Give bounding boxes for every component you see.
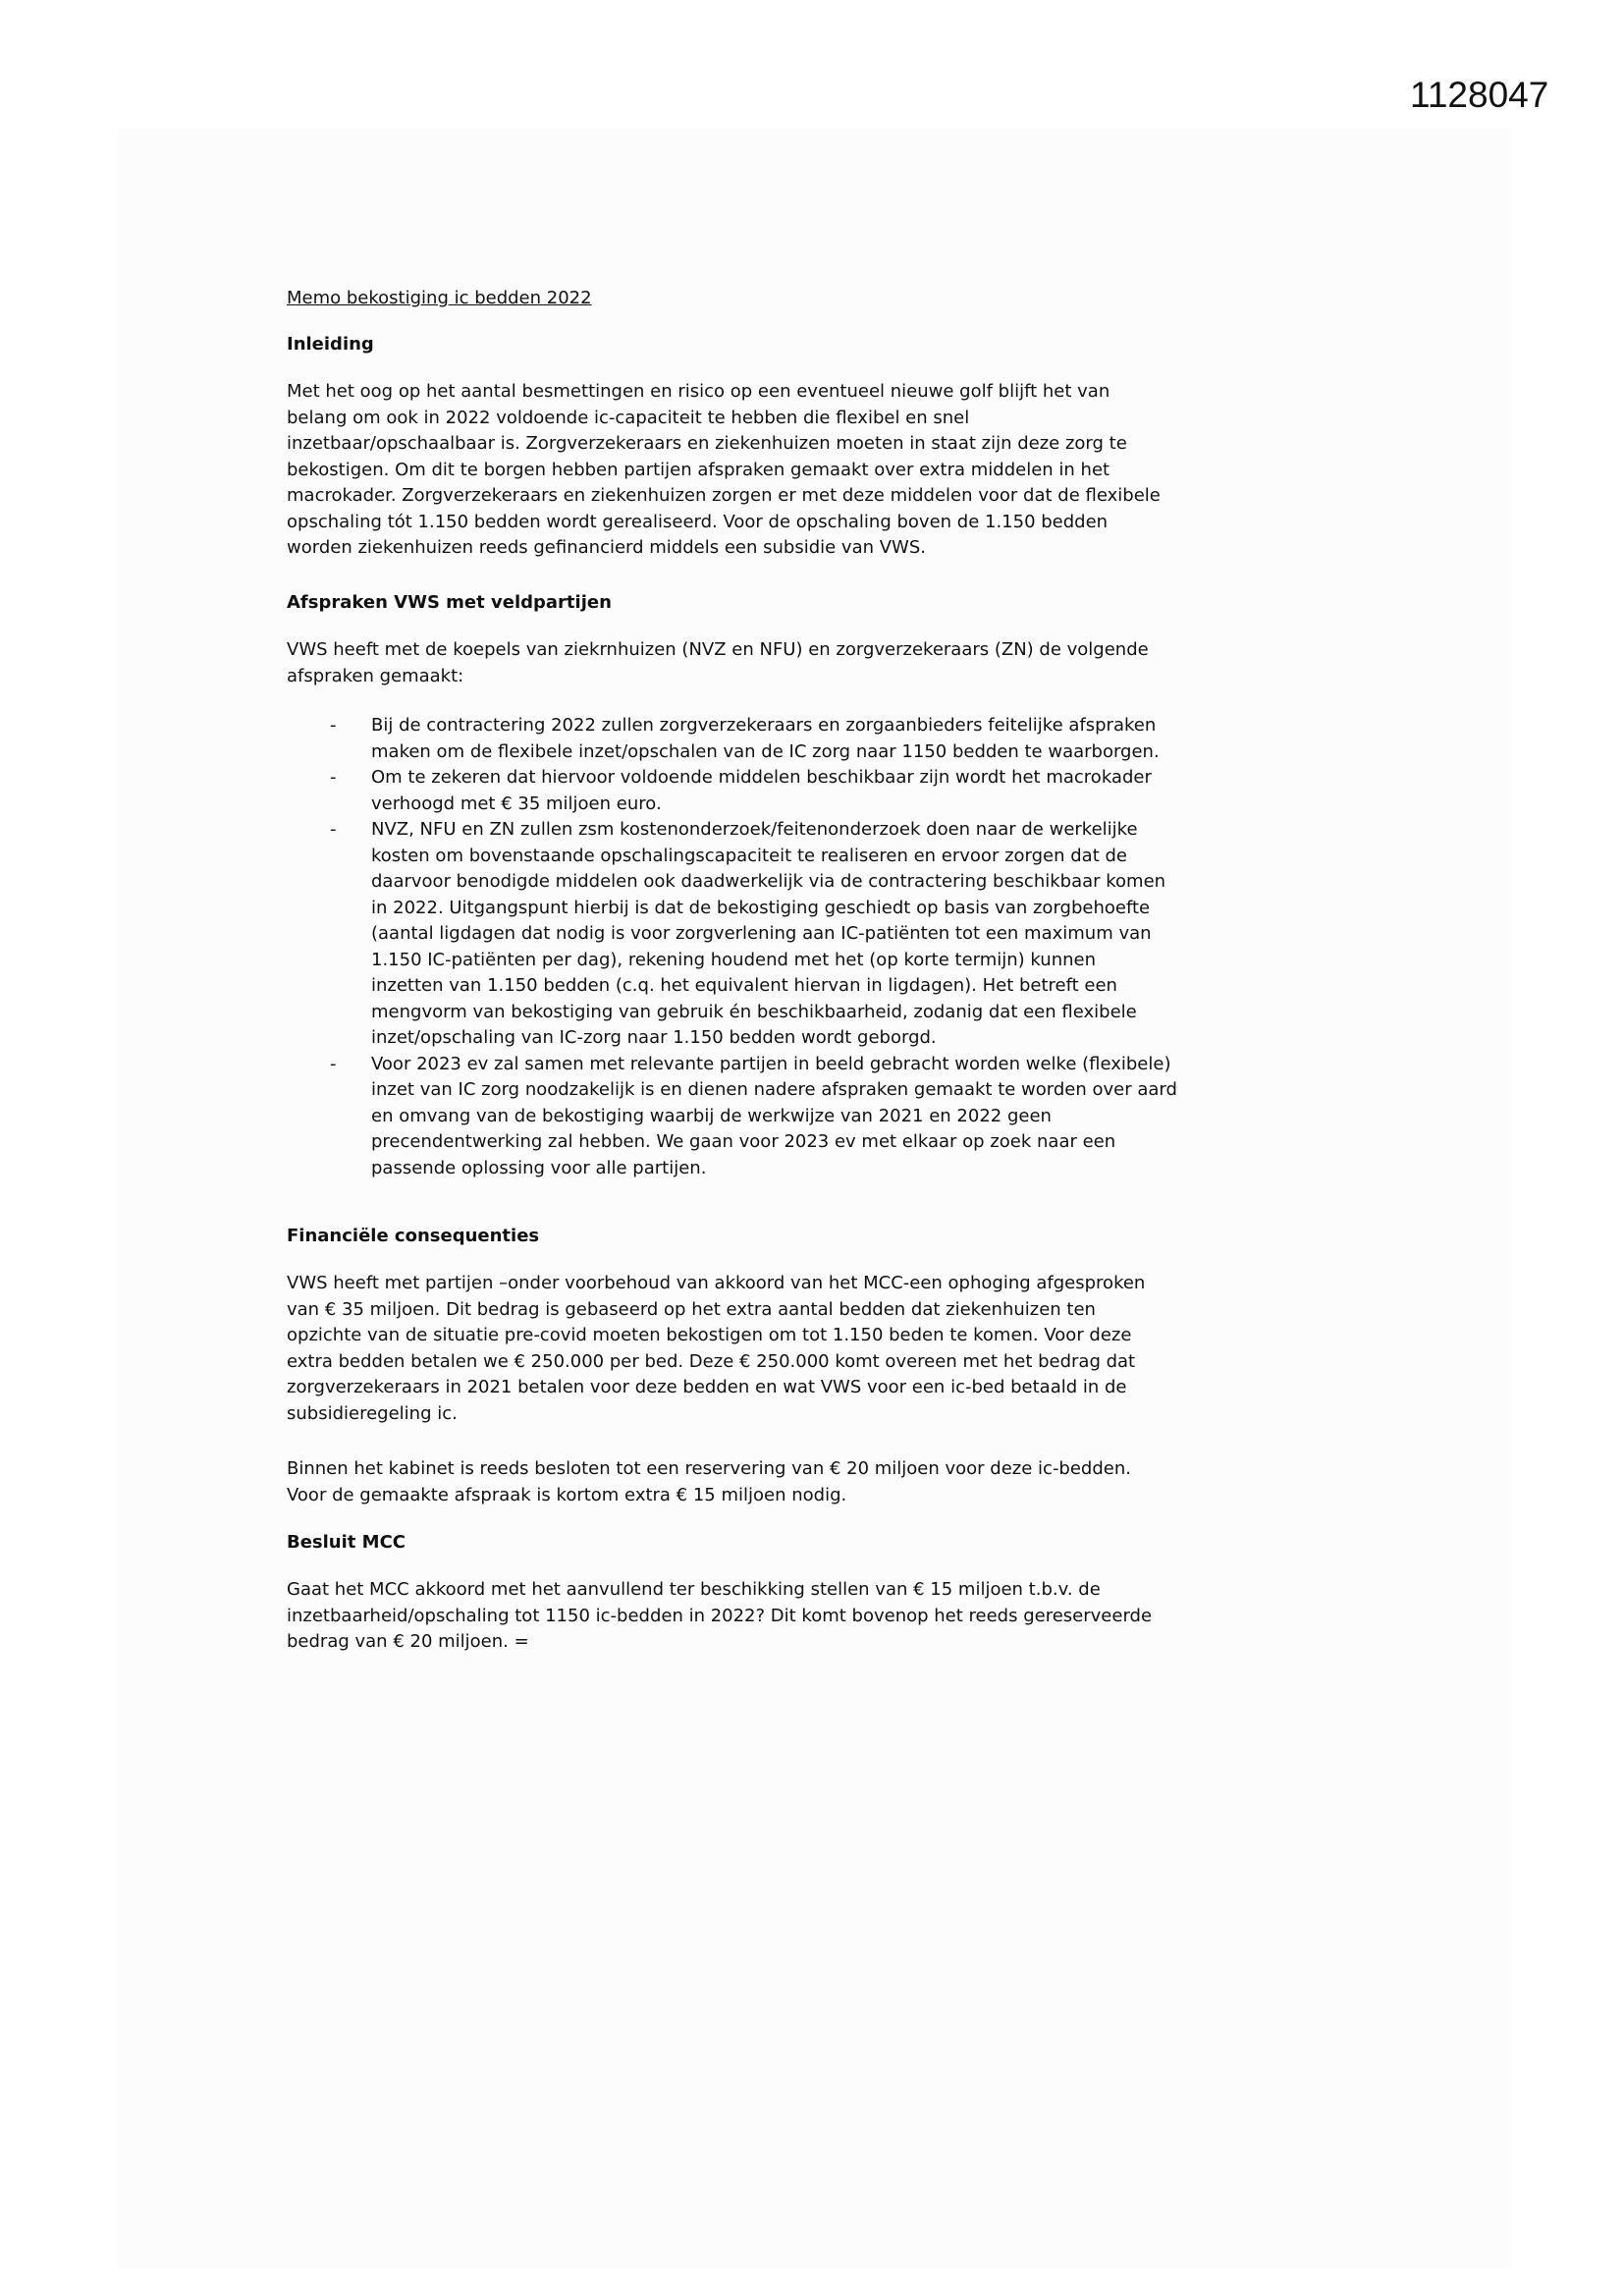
text-line: inzetten van 1.150 bedden (c.q. het equivalent hiervan in ligdagen). Het betreft een	[371, 975, 1117, 996]
paragraph-afspraken-intro	[287, 637, 1149, 689]
text-line: bekostigen. Om dit te borgen hebben partijen afspraken gemaakt over extra middelen in het	[287, 459, 1110, 480]
bullet-item	[330, 817, 1177, 1052]
bullet-dash-icon: -	[330, 819, 337, 840]
text-line: (aantal ligdagen dat nodig is voor zorgverlening aan IC-patiënten tot een maximum van	[371, 923, 1152, 944]
text-line: VWS heeft met de koepels van ziekrnhuizen (NVZ en NFU) en zorgverzekeraars (ZN) de volgende	[287, 639, 1149, 660]
text-line: zorgverzekeraars in 2021 betalen voor deze bedden en wat VWS voor een ic-bed betaald in de	[287, 1377, 1127, 1397]
heading-besluit: Besluit MCC	[287, 1532, 406, 1553]
text-line: inzetbaar/opschaalbaar is. Zorgverzekeraars en ziekenhuizen moeten in staat zijn deze zorg te	[287, 433, 1127, 454]
text-line: 1.150 IC-patiënten per dag), rekening houdend met het (op korte termijn) kunnen	[371, 949, 1096, 970]
text-line: maken om de flexibele inzet/opschalen van de IC zorg naar 1150 bedden te waarborgen.	[371, 740, 1160, 762]
text-line: NVZ, NFU en ZN zullen zsm kostenonderzoek/feitenonderzoek doen naar de werkelijke	[371, 819, 1138, 840]
text-line: in 2022. Uitgangspunt hierbij is dat de bekostiging geschiedt op basis van zorgbehoefte	[371, 897, 1151, 918]
text-line: precendentwerking zal hebben. We gaan voor 2023 ev met elkaar op zoek naar een	[371, 1131, 1116, 1152]
bullet-dash-icon: -	[330, 1053, 337, 1074]
heading-inleiding: Inleiding	[287, 334, 374, 355]
text-line: inzet van IC zorg noodzakelijk is en dienen nadere afspraken gemaakt te worden over aard	[371, 1079, 1177, 1100]
bullet-item	[330, 713, 1177, 765]
text-line: afspraken gemaakt:	[287, 665, 464, 686]
text-line: Voor 2023 ev zal samen met relevante partijen in beeld gebracht worden welke (flexibele)	[371, 1053, 1171, 1074]
text-line: verhoogd met € 35 miljoen euro.	[371, 793, 662, 814]
bullet-item	[330, 765, 1177, 817]
document-number: 1128047	[1410, 75, 1549, 115]
text-line: Om te zekeren dat hiervoor voldoende middelen beschikbaar zijn wordt het macrokader	[371, 767, 1152, 788]
bullet-item	[330, 1052, 1177, 1182]
text-line: van € 35 miljoen. Dit bedrag is gebaseerd op het extra aantal bedden dat ziekenhuizen ten	[287, 1298, 1096, 1320]
text-line: opschaling tót 1.150 bedden wordt gerealiseerd. Voor de opschaling boven de 1.150 bedden	[287, 511, 1109, 532]
bullet-list	[330, 713, 1177, 1181]
paragraph-besluit	[287, 1577, 1152, 1656]
text-line: Voor de gemaakte afspraak is kortom extra € 15 miljoen nodig.	[287, 1484, 847, 1505]
text-line: bedrag van € 20 miljoen. =	[287, 1631, 529, 1652]
text-line: Binnen het kabinet is reeds besloten tot een reservering van € 20 miljoen voor deze ic-bedden.	[287, 1458, 1131, 1479]
text-line: kosten om bovenstaande opschalingscapaciteit te realiseren en ervoor zorgen dat de	[371, 845, 1127, 866]
bullet-dash-icon: -	[330, 767, 337, 788]
text-line: VWS heeft met partijen –onder voorbehoud van akkoord van het MCC-een ophoging afgesproken	[287, 1273, 1146, 1293]
heading-afspraken: Afspraken VWS met veldpartijen	[287, 592, 612, 613]
text-line: daarvoor benodigde middelen ook daadwerkelijk via de contractering beschikbaar komen	[371, 871, 1166, 892]
paragraph-inleiding	[287, 379, 1161, 562]
heading-financieel: Financiële consequenties	[287, 1226, 540, 1246]
text-line: subsidieregeling ic.	[287, 1402, 458, 1424]
text-line: belang om ook in 2022 voldoende ic-capaciteit te hebben die flexibel en snel	[287, 407, 970, 428]
text-line: macrokader. Zorgverzekeraars en ziekenhuizen zorgen er met deze middelen voor dat de flexibele	[287, 485, 1161, 506]
text-line: worden ziekenhuizen reeds gefinancierd middels een subsidie van VWS.	[287, 537, 926, 558]
text-line: Met het oog op het aantal besmettingen en risico op een eventueel nieuwe golf blijft het van	[287, 381, 1110, 402]
memo-title: Memo bekostiging ic bedden 2022	[287, 288, 592, 308]
text-line: inzetbaarheid/opschaling tot 1150 ic-bedden in 2022? Dit komt bovenop het reeds gereserveerde	[287, 1605, 1153, 1626]
text-line: passende oplossing voor alle partijen.	[371, 1157, 707, 1178]
text-line: extra bedden betalen we € 250.000 per bed. Deze € 250.000 komt overeen met het bedrag dat	[287, 1350, 1136, 1372]
text-line: mengvorm van bekostiging van gebruik én beschikbaarheid, zodanig dat een flexibele	[371, 1001, 1137, 1022]
paragraph-financieel-1	[287, 1271, 1145, 1427]
text-line: Bij de contractering 2022 zullen zorgverzekeraars en zorgaanbieders feitelijke afspraken	[371, 715, 1157, 736]
paragraph-financieel-2	[287, 1456, 1131, 1508]
text-line: en omvang van de bekostiging waarbij de werkwijze van 2021 en 2022 geen	[371, 1105, 1052, 1126]
text-line: inzet/opschaling van IC-zorg naar 1.150 bedden wordt geborgd.	[371, 1027, 937, 1048]
text-line: opzichte van de situatie pre-covid moeten bekostigen om tot 1.150 beden te komen. Voor deze	[287, 1325, 1132, 1345]
text-line: Gaat het MCC akkoord met het aanvullend ter beschikking stellen van € 15 miljoen t.b.v. de	[287, 1579, 1101, 1600]
bullet-dash-icon: -	[330, 715, 337, 736]
